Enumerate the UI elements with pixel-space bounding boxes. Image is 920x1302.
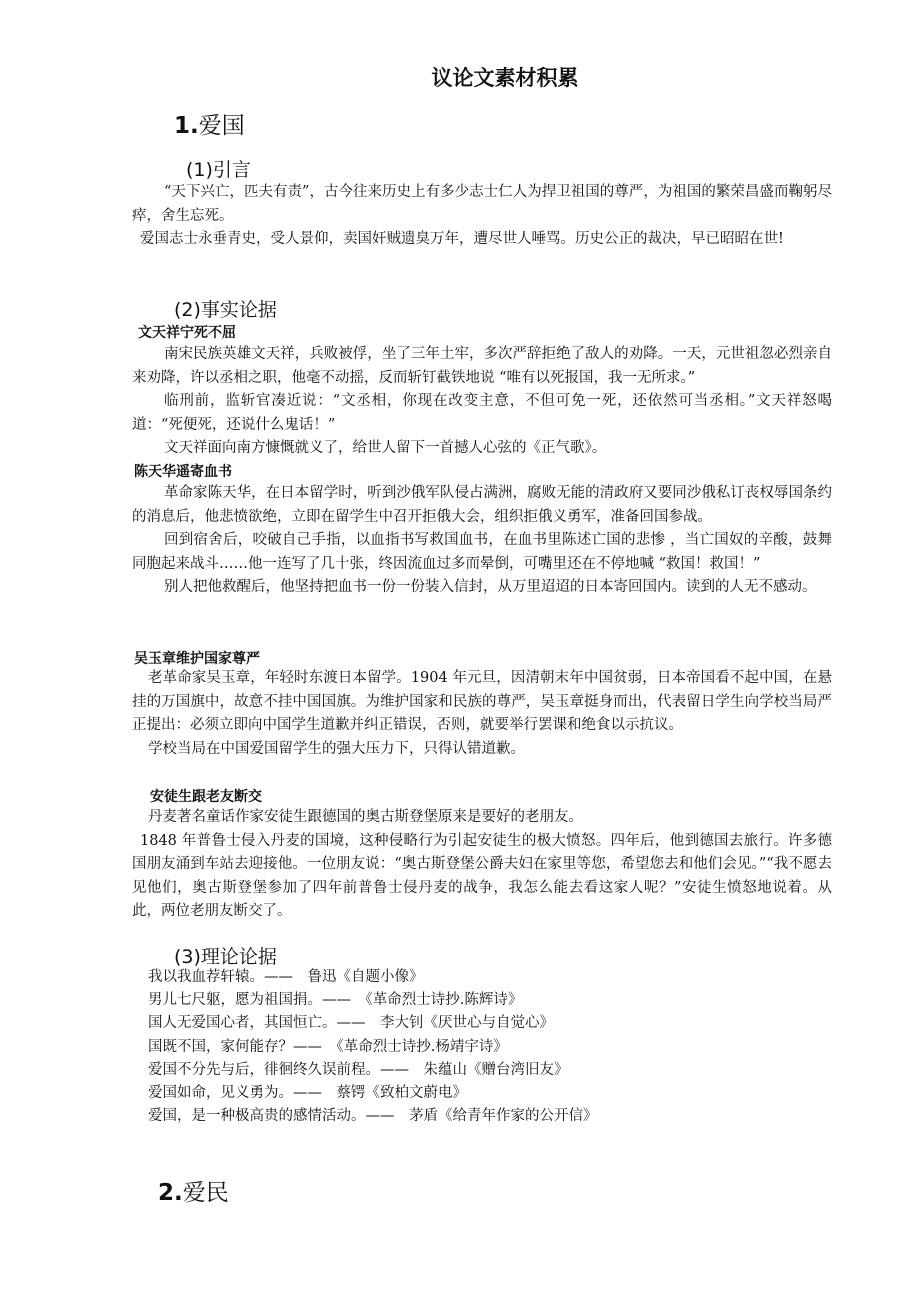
story-body (132, 667, 832, 761)
story-paragraph: 文天祥面向南方慷慨就义了，给世人留下一首撼人心弦的《正气歌》。 (164, 440, 607, 456)
story-paragraph: 1848 年普鲁士侵入丹麦的国境，这种侵略行为引起安徒生的极大愤怒。四年后，他到德国去旅行。许多德国朋友涌到车站去迎接他。一位朋友说：“奥古斯登堡公爵夫妇在家里等您，希望您去和他们会见。”“我不愿去见他们，奥古斯登堡参加了四年前普鲁士侵丹麦的战争，我怎么能去看这家人呢？”安徒生愤怒地说着。从此，两位老朋友断交了。 (132, 832, 832, 919)
section-heading-patriotism (174, 107, 245, 140)
story-paragraph: 别人把他救醒后，他坚持把血书一份一份装入信封，从万里迢迢的日本寄回国内。读到的人无不感动。 (164, 579, 817, 595)
subsection-number: (2) (174, 299, 201, 321)
story-paragraph: 回到宿舍后，咬破自己手指，以血指书写救国血书，在血书里陈述亡国的悲惨 ，当亡国奴的辛酸，鼓舞同胞起来战斗……他一连写了几十张，终因流血过多而晕倒，可嘴里还在不停地喊 “救国！救国！” (132, 532, 832, 572)
section-number: 2. (158, 1180, 183, 1206)
subsection-heading-theory (174, 942, 277, 969)
quote-item: 我以我血荐轩辕。—— 鲁迅《自题小像》 (148, 969, 424, 985)
quote-list (148, 966, 598, 1128)
story-paragraph: 南宋民族英雄文天祥，兵败被俘，坐了三年土牢，多次严辞拒绝了敌人的劝降。一天，元世祖忽必烈亲自来劝降，许以丞相之职，他毫不动摇，反而斩钉截铁地说 “唯有以死报国，我一无所求。” (132, 346, 832, 386)
story-body (132, 482, 832, 600)
quote-item: 国既不国，家何能存？—— 《革命烈士诗抄.杨靖宇诗》 (148, 1038, 508, 1055)
story-heading: 吴玉章维护国家尊严 (134, 651, 260, 667)
quote-item: 爱国如命，见义勇为。—— 蔡锷《致柏文蔚电》 (148, 1085, 467, 1102)
story-heading: 安徒生跟老友断交 (150, 789, 262, 805)
subsection-number: (3) (174, 946, 201, 968)
story-body (132, 343, 832, 461)
section-label: 爱民 (182, 1180, 229, 1206)
quote-item: 男儿七尺躯，愿为祖国捐。—— 《革命烈士诗抄.陈辉诗》 (148, 992, 523, 1009)
intro-block (132, 181, 832, 252)
section-number: 1. (174, 113, 199, 139)
subsection-heading-facts (174, 295, 277, 322)
story-paragraph: 老革命家吴玉章，年轻时东渡日本留学。1904 年元旦，因清朝末年中国贫弱，日本帝国看不起中国，在悬挂的万国旗中，故意不挂中国国旗。为维护国家和民族的尊严，吴玉章挺身而出，代表留日学生向学校当局严正提出：必须立即向中国学生道歉并纠正错误，否则，就要举行罢课和绝食以示抗议。 (132, 670, 832, 733)
story-paragraph: 学校当局在中国爱国留学生的强大压力下，只得认错道歉。 (148, 740, 525, 757)
page-title: 议论文素材积累 (431, 66, 579, 90)
intro-paragraph: “天下兴亡，匹夫有责”，古今往来历史上有多少志士仁人为捍卫祖国的尊严，为祖国的繁荣昌盛而鞠躬尽瘁，舍生忘死。 (132, 184, 832, 224)
story-heading: 文天祥宁死不屈 (138, 325, 236, 341)
subsection-label: 引言 (212, 159, 251, 181)
story-body (132, 806, 832, 924)
subsection-label: 理论论据 (200, 946, 277, 968)
quote-item: 爱国不分先与后，徘徊终久误前程。—— 朱蕴山《赠台湾旧友》 (148, 1061, 569, 1078)
subsection-number: (1) (186, 159, 213, 181)
subsection-label: 事实论据 (200, 299, 277, 321)
quote-item: 国人无爱国心者，其国恒亡。—— 李大钊《厌世心与自觉心》 (148, 1015, 554, 1032)
quote-item: 爱国，是一种极高贵的感情活动。—— 茅盾《给青年作家的公开信》 (148, 1108, 598, 1125)
section-heading-love-people (158, 1174, 229, 1207)
subsection-heading-intro (186, 155, 251, 182)
story-paragraph: 丹麦著名童话作家安徒生跟德国的奥古斯登堡原来是要好的老朋友。 (148, 809, 583, 825)
story-heading: 陈天华遥寄血书 (134, 464, 232, 480)
intro-paragraph: 爱国志士永垂青史，受人景仰，卖国奸贼遗臭万年，遭尽世人唾骂。历史公正的裁决，早已昭昭在世! (140, 231, 784, 247)
section-label: 爱国 (198, 113, 245, 139)
story-paragraph: 革命家陈天华，在日本留学时，听到沙俄军队侵占满洲，腐败无能的清政府又要同沙俄私订丧权辱国条约的消息后，他悲愤欲绝，立即在留学生中召开拒俄大会，组织拒俄义勇军，准备回国参战。 (132, 485, 832, 525)
story-paragraph: 临刑前，监斩官凑近说：“文丞相，你现在改变主意，不但可免一死，还依然可当丞相。”文天祥怒喝道：“死便死，还说什么鬼话！” (132, 393, 832, 433)
